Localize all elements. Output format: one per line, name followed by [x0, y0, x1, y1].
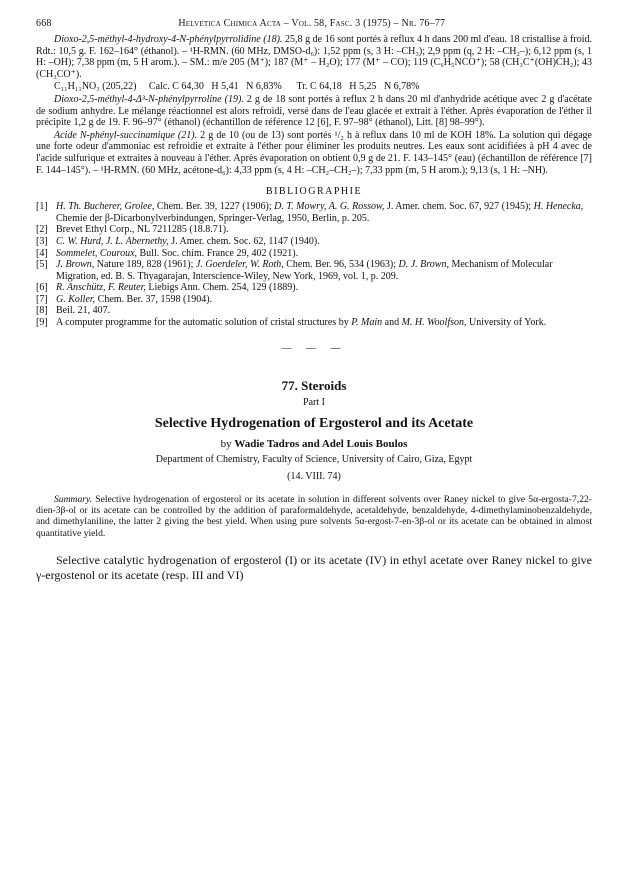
reference-number: [9]	[36, 317, 48, 329]
reference-text: Chemie der β-Dicarbonylverbindungen, Springer-Verlag, 1950, Berlin, p. 205.	[56, 212, 370, 224]
reference-text: Brevet Ethyl Corp., NL 7211285 (18.8.71).	[56, 224, 229, 236]
reference-number: [6]	[36, 282, 48, 294]
reference-item	[36, 236, 592, 248]
reference-authors: J. Goerdeler, W. Roth,	[195, 259, 284, 271]
compound-name: Dioxo-2,5-méthyl-4-hydroxy-4-N-phénylpyrrolidine (18).	[54, 34, 283, 45]
reference-text: Bull. Soc. chim. France 29, 402 (1921).	[137, 247, 299, 259]
reference-authors: M. H. Woolfson,	[401, 317, 467, 329]
article-authors	[36, 438, 592, 450]
reference-number: [1]	[36, 201, 48, 213]
compound-name: Dioxo-2,5-méthyl-4-Δ³-N-phénylpyrroline (19).	[54, 93, 244, 105]
reference-text: and	[382, 317, 402, 329]
reference-text: Chem. Ber. 37, 1598 (1904).	[95, 293, 213, 305]
article-title: Selective Hydrogenation of Ergosterol and its Acetate	[154, 415, 474, 431]
summary-label: Summary.	[54, 493, 93, 505]
summary-text: Selective hydrogenation of ergosterol or its acetate in solution in different solvents over Raney nickel to give 5α-ergosta-7,22-dien-3β-ol or its acetate can be controlled by the addition of paraformaldehyde, acetaldehyde, benzaldehyde, 4-dimethylaminobenzaldehyde, and dimethylaniline, the latter 2 giving the best yield. When using pure solvents 5α-ergost-7-en-3β-ol or its acetate can be obtained in almost quantitative yield.	[36, 493, 592, 539]
compound-description: 2 g de 10 (ou de 13) sont portés ¹/₂ h à reflux dans 10 ml de KOH 18%. La solution qui dégage une forte odeur d'ammoniac est refroidie et extraite à l'éther pour éliminer les produits neutres. Les eaux sont acidifiées à pH 4 avec de l'acide sulfurique et extraites à nouveau à l'éther. Après évaporation on obtient 0,9 g de 21. F. 143–145° (eau) (échantillon de référence [7] F. 144–145°). – ¹H-RMN. (60 MHz, acétone-d₆): 4,33 ppm (s, 4 H: –CH₂–CH₂–); 7,33 ppm (m, 5 H arom.); 9,13 (s, 1 H: –NH).	[36, 129, 592, 176]
author-names: Wadie Tadros and Adel Louis Boulos	[234, 437, 408, 450]
reference-text: Chem. Ber. 96, 534 (1963);	[283, 259, 399, 271]
reference-item	[36, 201, 592, 224]
reference-item	[36, 317, 592, 329]
reference-number: [5]	[36, 259, 48, 271]
section-separator: — — —	[281, 342, 347, 354]
affiliation: Department of Chemistry, Faculty of Science, University of Cairo, Giza, Egypt	[155, 453, 473, 465]
reference-text: J. Amer. chem. Soc. 67, 927 (1945);	[384, 201, 534, 213]
running-header	[36, 18, 592, 34]
experimental-paragraph-18	[36, 34, 592, 80]
received-date: (14. VIII. 74)	[287, 470, 341, 482]
bibliography-heading: BIBLIOGRAPHIE	[265, 186, 363, 198]
compound-description: 25,8 g de 16 sont portés à reflux 4 h dans 200 ml d'eau. 18 cristallise à froid. Rdt.: 10,5 g. F. 162–164° (éthanol). – ¹H-RMN. (60 MHz, DMSO-d₆): 1,52 ppm (s, 3 H: –CH₃); 2,9 ppm (q, 2 H: –CH₂–); 6,12 ppm (s, 1 H: –OH); 7,38 ppm (m, 5 H arom.). – SM.: m/e 205 (M⁺); 187 (M⁺ – H₂O); 177 (M⁺ – CO); 119 (C₆H₅NCO⁺); 58 (CH₃C⁺(OH)CH₂); 43 (CH₃CO⁺).	[36, 34, 592, 80]
reference-text: Liebigs Ann. Chem. 254, 129 (1889).	[145, 282, 299, 294]
reference-item	[36, 248, 592, 260]
reference-authors: R. Anschütz, F. Reuter,	[56, 282, 146, 294]
reference-item	[36, 294, 592, 306]
by-label: by	[220, 437, 235, 450]
experimental-paragraph-19	[36, 94, 592, 129]
reference-text: Mechanism of Molecular Migration, ed. B. S. Thyagarajan, Interscience-Wiley, New York, 1969, vol. 1, p. 209.	[56, 259, 553, 282]
article-number: 77. Steroids	[281, 377, 347, 393]
reference-item	[36, 224, 592, 236]
reference-authors: G. Koller,	[56, 293, 96, 305]
reference-list	[36, 201, 592, 329]
reference-authors: D. J. Brown,	[398, 259, 449, 271]
reference-authors: H. Th. Bucherer, Grolee,	[56, 201, 155, 213]
reference-text: J. Amer. chem. Soc. 62, 1147 (1940).	[168, 235, 320, 247]
reference-number: [4]	[36, 247, 48, 259]
article-part: Part I	[303, 396, 325, 408]
compound-name: Acide N-phényl-succinamique (21).	[54, 129, 198, 141]
reference-authors: D. T. Mowry, A. G. Rossow,	[274, 201, 385, 213]
reference-item	[36, 305, 592, 317]
reference-number: [2]	[36, 224, 48, 236]
elemental-analysis: C₁₁H₁₁NO₃ (205,22) Calc. C 64,30 H 5,41 N 6,83% Tr. C 64,18 H 5,25 N 6,78%	[54, 81, 420, 93]
reference-item	[36, 282, 592, 294]
reference-authors: J. Brown,	[56, 259, 95, 271]
reference-text: Chem. Ber. 39, 1227 (1906);	[154, 201, 275, 213]
body-paragraph: Selective catalytic hydrogenation of ergosterol (I) or its acetate (IV) in ethyl acetate over Raney nickel to give γ-ergostenol or its acetate (resp. III and VI)	[36, 553, 592, 583]
compound-description: 2 g de 18 sont portés à reflux 2 h dans 20 ml d'anhydride acétique avec 2 g d'acétate de sodium anhydre. Le mélange réactionnel est alors refroidi, versé dans de l'eau glacée et extrait à l'éther. Après évaporation de l'éther il précipite 1,2 g de 19. F. 96–97° (éthanol) (échantillon de référence 12 [6], F. 97–98° (éthanol), Litt. [8] 98–99°).	[36, 93, 593, 129]
reference-text: Nature 189, 828 (1961);	[94, 259, 196, 271]
page-number: 668	[36, 18, 52, 29]
reference-authors: Sommelet, Couroux,	[56, 247, 138, 259]
journal-citation: Helvetica Chimica Acta – Vol. 58, Fasc. 3 (1975) – Nr. 76–77	[178, 18, 446, 29]
reference-number: [7]	[36, 293, 48, 305]
summary-paragraph	[36, 494, 592, 540]
experimental-paragraph-21	[36, 130, 592, 176]
reference-item	[36, 259, 592, 282]
reference-text: University of York.	[466, 317, 547, 329]
reference-authors: H. Henecka,	[533, 201, 584, 213]
journal-page	[36, 18, 592, 583]
reference-authors: C. W. Hurd, J. L. Abernethy,	[56, 235, 169, 247]
reference-authors: P. Main	[351, 317, 383, 329]
reference-text: A computer programme for the automatic solution of cristal structures by	[56, 317, 352, 329]
reference-text: Beil. 21, 407.	[56, 305, 111, 317]
reference-number: [8]	[36, 305, 48, 317]
reference-number: [3]	[36, 235, 48, 247]
